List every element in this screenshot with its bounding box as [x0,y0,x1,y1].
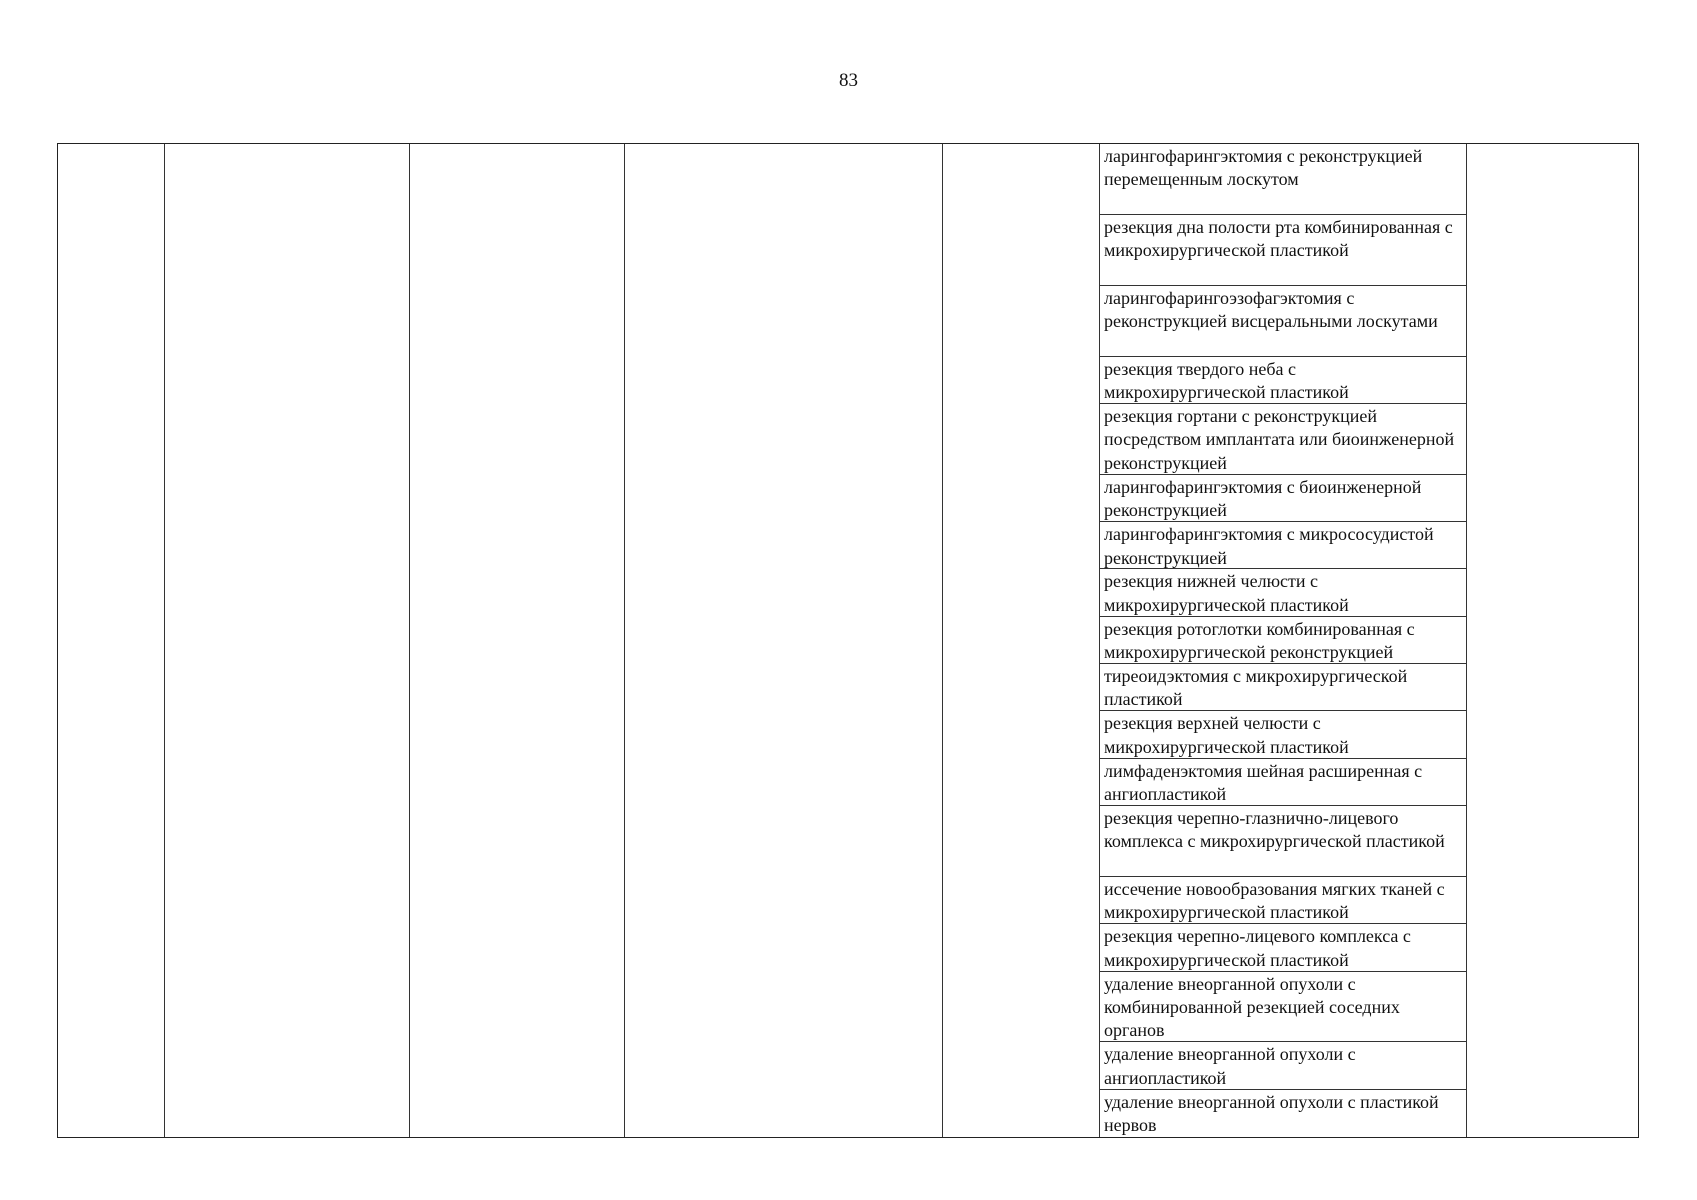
procedure-cell: иссечение новообразования мягких тканей с микрохирургической пластикой [1099,877,1466,924]
procedure-cell: резекция черепно-лицевого комплекса с микрохирургической пластикой [1099,924,1466,971]
procedure-cell: резекция твердого неба с микрохирургической пластикой [1099,357,1466,404]
column-divider [164,144,165,1137]
procedure-list [1099,144,1466,1137]
procedure-cell: резекция верхней челюсти с микрохирургической пластикой [1099,711,1466,758]
column-divider [942,144,943,1137]
column-divider [624,144,625,1137]
data-table [57,143,1639,1138]
column-divider [1466,144,1467,1137]
procedure-cell: удаление внеорганной опухоли с комбинированной резекцией соседних органов [1099,972,1466,1043]
procedure-cell: ларингофарингоэзофагэктомия с реконструкцией висцеральными лоскутами [1099,286,1466,357]
procedure-cell: резекция гортани с реконструкцией посредством имплантата или биоинженерной реконструкцией [1099,404,1466,475]
procedure-cell: ларингофарингэктомия с реконструкцией перемещенным лоскутом [1099,144,1466,215]
procedure-cell: ларингофарингэктомия с микрососудистой реконструкцией [1099,522,1466,569]
procedure-cell: резекция черепно-глазнично-лицевого комплекса с микрохирургической пластикой [1099,806,1466,877]
procedure-cell: ларингофарингэктомия с биоинженерной реконструкцией [1099,475,1466,522]
procedure-cell: резекция нижней челюсти с микрохирургической пластикой [1099,569,1466,616]
page-number: 83 [839,70,858,91]
procedure-cell: удаление внеорганной опухоли с пластикой нервов [1104,1091,1439,1136]
procedure-cell: резекция ротоглотки комбинированная с микрохирургической реконструкцией [1099,617,1466,664]
column-divider [409,144,410,1137]
procedure-cell: удаление внеорганной опухоли с ангиопластикой [1099,1042,1466,1089]
procedure-cell: резекция дна полости рта комбинированная с микрохирургической пластикой [1099,215,1466,286]
procedure-cell: тиреоидэктомия с микрохирургической пластикой [1099,664,1466,711]
procedure-cell: лимфаденэктомия шейная расширенная с ангиопластикой [1099,759,1466,806]
